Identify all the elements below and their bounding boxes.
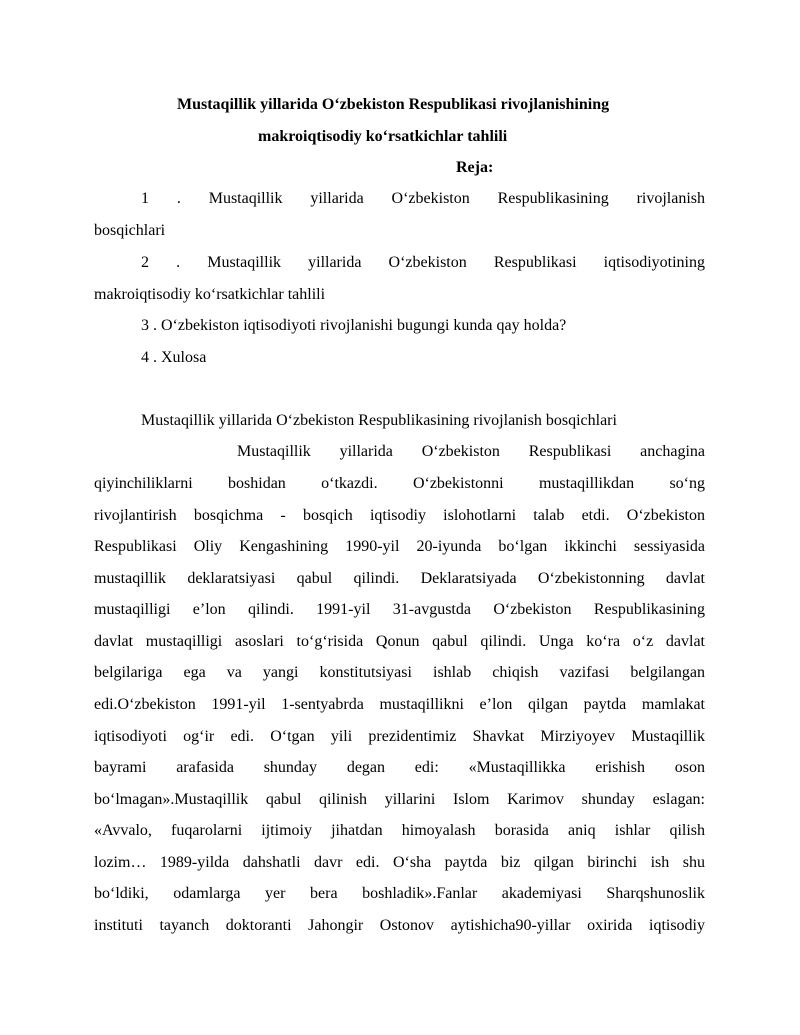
paragraph-line: lozim… 1989-yilda dahshatli davr edi. O‘sha paytda biz qilgan birinchi ish shu: [94, 854, 705, 871]
plan-item-2-cont: makroiqtisodiy ko‘rsatkichlar tahlili: [94, 286, 326, 303]
plan-item-1: 1 . Mustaqillik yillarida O‘zbekiston Respublikasining rivojlanish: [141, 190, 705, 207]
paragraph-line: instituti tayanch doktoranti Jahongir Ostonov aytishicha90-yillar oxirida iqtisodiy: [94, 917, 705, 934]
title-line-2: makroiqtisodiy ko‘rsatkichlar tahlili: [258, 128, 508, 145]
section-heading: Mustaqillik yillarida O‘zbekiston Respublikasining rivojlanish bosqichlari: [141, 412, 617, 429]
paragraph-line: davlat mustaqilligi asoslari to‘g‘risida Qonun qabul qilindi. Unga ko‘ra o‘z davlat: [94, 633, 705, 650]
plan-heading: Reja:: [456, 159, 494, 176]
paragraph-line: qiyinchiliklarni boshidan o‘tkazdi. O‘zbekistonni mustaqillikdan so‘ng: [94, 475, 705, 492]
plan-item-3: 3 . O‘zbekiston iqtisodiyoti rivojlanishi bugungi kunda qay holda?: [141, 317, 567, 334]
paragraph-line: mustaqillik deklaratsiyasi qabul qilindi. Deklaratsiyada O‘zbekistonning davlat: [94, 570, 705, 587]
plan-item-1-cont: bosqichlari: [94, 222, 166, 239]
paragraph-line: Respublikasi Oliy Kengashining 1990-yil 20-iyunda bo‘lgan ikkinchi sessiyasida: [94, 538, 705, 555]
plan-item-2: 2 . Mustaqillik yillarida O‘zbekiston Respublikasi iqtisodiyotining: [141, 254, 705, 271]
plan-item-4: 4 . Xulosa: [141, 349, 207, 366]
paragraph-line: bayrami arafasida shunday degan edi: «Mustaqillikka erishish oson: [94, 759, 705, 776]
paragraph-line: iqtisodiyoti og‘ir edi. O‘tgan yili prezidentimiz Shavkat Mirziyoyev Mustaqillik: [94, 728, 705, 745]
paragraph-line: edi.O‘zbekiston 1991-yil 1-sentyabrda mustaqillikni e’lon qilgan paytda mamlakat: [94, 696, 705, 713]
title-line-1: Mustaqillik yillarida O‘zbekiston Respublikasi rivojlanishining: [177, 96, 610, 113]
paragraph-line: rivojlantirish bosqichma - bosqich iqtisodiy islohotlarni talab etdi. O‘zbekiston: [94, 507, 705, 524]
paragraph-line: bo‘ldiki, odamlarga yer bera boshladik».Fanlar akademiyasi Sharqshunoslik: [94, 885, 705, 902]
paragraph-line: Mustaqillik yillarida O‘zbekiston Respublikasi anchagina: [237, 443, 705, 460]
paragraph-line: mustaqilligi e’lon qilindi. 1991-yil 31-avgustda O‘zbekiston Respublikasining: [94, 601, 705, 618]
paragraph-line: belgilariga ega va yangi konstitutsiyasi ishlab chiqish vazifasi belgilangan: [94, 664, 705, 681]
paragraph-line: «Avvalo, fuqarolarni ijtimoiy jihatdan himoyalash borasida aniq ishlar qilish: [94, 822, 705, 839]
paragraph-line: bo‘lmagan».Mustaqillik qabul qilinish yillarini Islom Karimov shunday eslagan:: [94, 791, 705, 808]
